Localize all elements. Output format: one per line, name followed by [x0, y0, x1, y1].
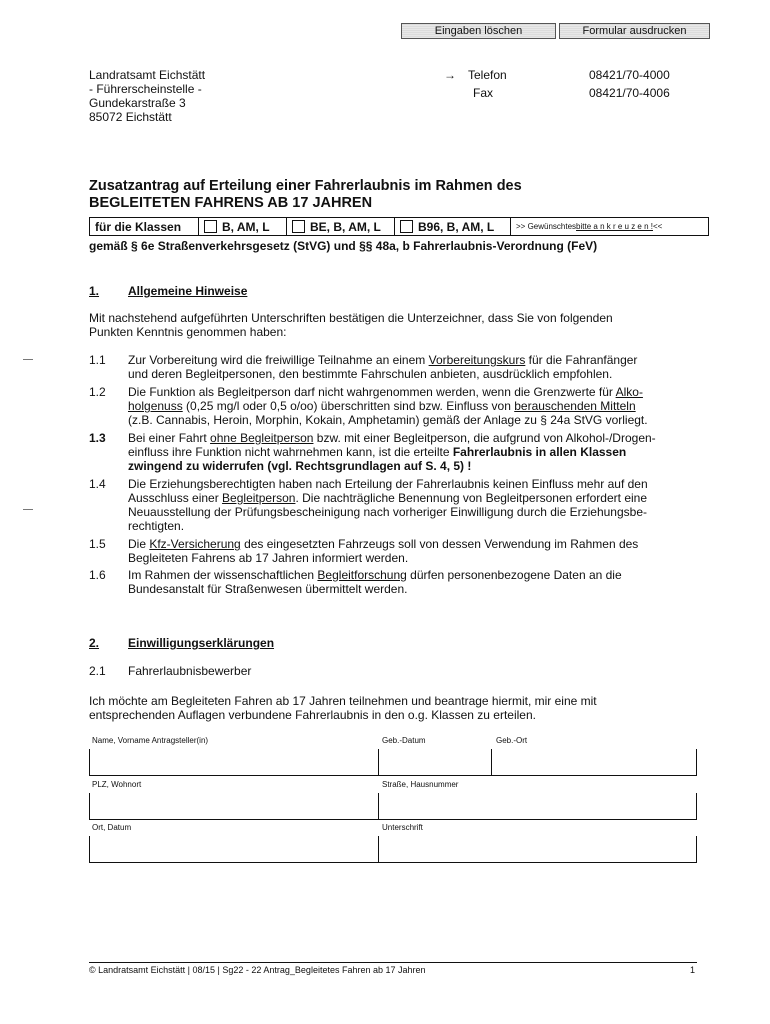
address-line: Landratsamt Eichstätt	[89, 68, 206, 82]
item-text-underlined: ohne Begleitperson	[210, 431, 314, 445]
item-text-underlined: holgenuss	[128, 399, 183, 413]
item-text: . Die nachträgliche Benennung von Begleitpersonen erfordert eine	[295, 491, 648, 505]
divider	[89, 775, 697, 776]
birthplace-input[interactable]	[493, 750, 695, 774]
item-text: und deren Begleitpersonen, den bestimmte Fahrschulen anbieten, ausdrücklich empfohlen.	[128, 367, 613, 381]
item-text-underlined: Kfz-Versicherung	[149, 537, 241, 551]
page-footer	[89, 962, 697, 975]
class-be-checkbox[interactable]	[292, 220, 305, 233]
arrow-right-icon: →	[444, 68, 456, 82]
notice-item-1-2	[89, 385, 709, 429]
item-number: 1.2	[89, 385, 106, 399]
authority-address	[89, 68, 205, 124]
legal-basis: gemäß § 6e Straßenverkehrsgesetz (StVG) und §§ 48a, b Fahrerlaubnis-Verordnung (FeV)	[89, 239, 598, 253]
section2-heading: Einwilligungserklärungen	[128, 636, 275, 650]
name-field-label: Name, Vorname Antragsteller(in)	[92, 736, 209, 745]
margin-mark	[23, 509, 33, 510]
section1-heading: Allgemeine Hinweise	[128, 284, 248, 298]
divider	[696, 749, 697, 776]
notice-item-1-5	[89, 537, 709, 567]
item-text: bzw. mit einer Begleitperson, die aufgrund von Alkohol-/Drogen-	[313, 431, 656, 445]
zip-city-field-label: PLZ, Wohnort	[92, 780, 142, 789]
item-text: Die Funktion als Begleitperson darf nicht wahrgenommen werden, wenn die Grenzwerte für	[128, 385, 616, 399]
class-b-checkbox[interactable]	[204, 220, 217, 233]
form-title-line1: Zusatzantrag auf Erteilung einer Fahrerlaubnis im Rahmen des	[89, 178, 522, 194]
class-b-label: B, AM, L	[222, 219, 270, 234]
item-text: Neuausstellung der Prüfungsbescheinigung nach vorheriger Einwilligung durch die Erziehungsbe-	[128, 505, 647, 519]
divider	[378, 749, 379, 776]
item-number: 1.4	[89, 477, 106, 491]
birthdate-input[interactable]	[380, 750, 490, 774]
item-text: (0,25 mg/l oder 0,5 o/oo) überschritten sind bzw. Einfluss von	[182, 399, 515, 413]
fax-label: Fax	[473, 86, 494, 100]
item-number: 1.6	[89, 568, 106, 582]
section2-number: 2.	[89, 636, 100, 650]
page-number: 1	[689, 965, 695, 975]
item-text: Die	[128, 537, 150, 551]
print-form-button[interactable]: Formular ausdrucken	[559, 23, 710, 39]
intro-line: Mit nachstehend aufgeführten Unterschriften bestätigen die Unterzeichner, dass Sie von folgenden	[89, 311, 613, 325]
divider	[491, 749, 492, 776]
item-text-bold: Fahrerlaubnis in allen Klassen	[452, 445, 627, 459]
item-text: Ausschluss einer	[128, 491, 223, 505]
classes-label: für die Klassen	[90, 218, 199, 235]
license-classes-row	[89, 217, 709, 236]
class-option-b96[interactable]	[395, 218, 511, 235]
class-b96-label: B96, B, AM, L	[418, 219, 495, 234]
class-b96-checkbox[interactable]	[400, 220, 413, 233]
margin-mark	[23, 359, 33, 360]
notice-item-1-1	[89, 353, 709, 383]
item-text: einfluss ihre Funktion nicht wahrnehmen kann, ist die erteilte	[128, 445, 453, 459]
item-text: rechtigten.	[128, 519, 185, 533]
signature-input[interactable]	[380, 837, 695, 861]
item-text-underlined: Alko-	[615, 385, 643, 399]
subsection-number: 2.1	[89, 664, 106, 678]
divider	[89, 862, 697, 863]
zip-city-input[interactable]	[90, 794, 377, 818]
item-text-bold: zwingend zu widerrufen (vgl. Rechtsgrundlagen auf S. 4, 5) !	[128, 459, 472, 473]
signature-field-label: Unterschrift	[382, 823, 423, 832]
item-text: Die Erziehungsberechtigten haben nach Erteilung der Fahrerlaubnis keinen Einfluss mehr auf den	[128, 477, 648, 491]
clear-inputs-button[interactable]: Eingaben löschen	[401, 23, 556, 39]
item-text-underlined: Begleitforschung	[317, 568, 407, 582]
section1-number: 1.	[89, 284, 100, 298]
item-number: 1.3	[89, 431, 106, 445]
class-option-be[interactable]	[287, 218, 395, 235]
form-title	[89, 178, 522, 212]
phone-label: Telefon	[468, 68, 507, 82]
phone-value: 08421/70-4000	[589, 68, 670, 82]
item-text-underlined: Begleitperson	[222, 491, 296, 505]
divider	[89, 819, 697, 820]
address-line: 85072 Eichstätt	[89, 110, 172, 124]
class-option-b[interactable]	[199, 218, 287, 235]
notice-item-1-6	[89, 568, 709, 598]
footer-text: © Landratsamt Eichstätt | 08/15 | Sg22 - 22 Antrag_Begleitetes Fahren ab 17 Jahren	[89, 965, 426, 975]
item-text: Begleiteten Fahrens ab 17 Jahren informiert werden.	[128, 551, 409, 565]
consent-text	[89, 694, 597, 722]
divider	[89, 749, 90, 776]
note-suffix: <<	[652, 222, 663, 231]
divider	[378, 836, 379, 863]
notice-item-1-4	[89, 477, 709, 535]
birthplace-field-label: Geb.-Ort	[496, 736, 528, 745]
class-be-label: BE, B, AM, L	[310, 219, 381, 234]
subsection-label: Fahrerlaubnisbewerber	[128, 664, 252, 678]
address-line: Gundekarstraße 3	[89, 96, 186, 110]
item-text: für die Fahranfänger	[525, 353, 638, 367]
section1-intro	[89, 311, 613, 339]
place-date-input[interactable]	[90, 837, 377, 861]
item-text-underlined: Vorbereitungskurs	[428, 353, 526, 367]
consent-line: Ich möchte am Begleiteten Fahren ab 17 Jahren teilnehmen und beantrage hiermit, mir eine mit	[89, 694, 597, 708]
place-date-field-label: Ort, Datum	[92, 823, 132, 832]
item-text: des eingesetzten Fahrzeugs soll von dessen Verwendung im Rahmen des	[240, 537, 639, 551]
item-text: dürfen personenbezogene Daten an die	[406, 568, 622, 582]
item-number: 1.1	[89, 353, 106, 367]
item-text-underlined: berauschenden Mitteln	[514, 399, 636, 413]
note-prefix: >> Gewünschtes	[516, 222, 577, 231]
divider	[696, 793, 697, 820]
form-title-line2: BEGLEITETEN FAHRENS AB 17 JAHREN	[89, 195, 373, 211]
street-input[interactable]	[380, 794, 695, 818]
item-text: Bundesanstalt für Straßenwesen übermittelt werden.	[128, 582, 408, 596]
item-text: Im Rahmen der wissenschaftlichen	[128, 568, 318, 582]
note-emphasis: bitte a n k r e u z e n !	[576, 222, 653, 231]
address-line: - Führerscheinstelle -	[89, 82, 202, 96]
intro-line: Punkten Kenntnis genommen haben:	[89, 325, 287, 339]
item-number: 1.5	[89, 537, 106, 551]
birthdate-field-label: Geb.-Datum	[382, 736, 426, 745]
name-input[interactable]	[90, 750, 377, 774]
item-text: Bei einer Fahrt	[128, 431, 211, 445]
classes-note	[511, 218, 708, 235]
divider	[378, 793, 379, 820]
item-text: (z.B. Cannabis, Heroin, Morphin, Kokain, Amphetamin) gemäß der Anlage zu § 24a StVG vorliegt.	[128, 413, 648, 427]
street-field-label: Straße, Hausnummer	[382, 780, 459, 789]
divider	[89, 793, 90, 820]
divider	[696, 836, 697, 863]
notice-item-1-3	[89, 431, 709, 475]
divider	[89, 836, 90, 863]
fax-value: 08421/70-4006	[589, 86, 670, 100]
item-text: Zur Vorbereitung wird die freiwillige Teilnahme an einem	[128, 353, 429, 367]
consent-line: entsprechenden Auflagen verbundene Fahrerlaubnis in den o.g. Klassen zu erteilen.	[89, 708, 536, 722]
